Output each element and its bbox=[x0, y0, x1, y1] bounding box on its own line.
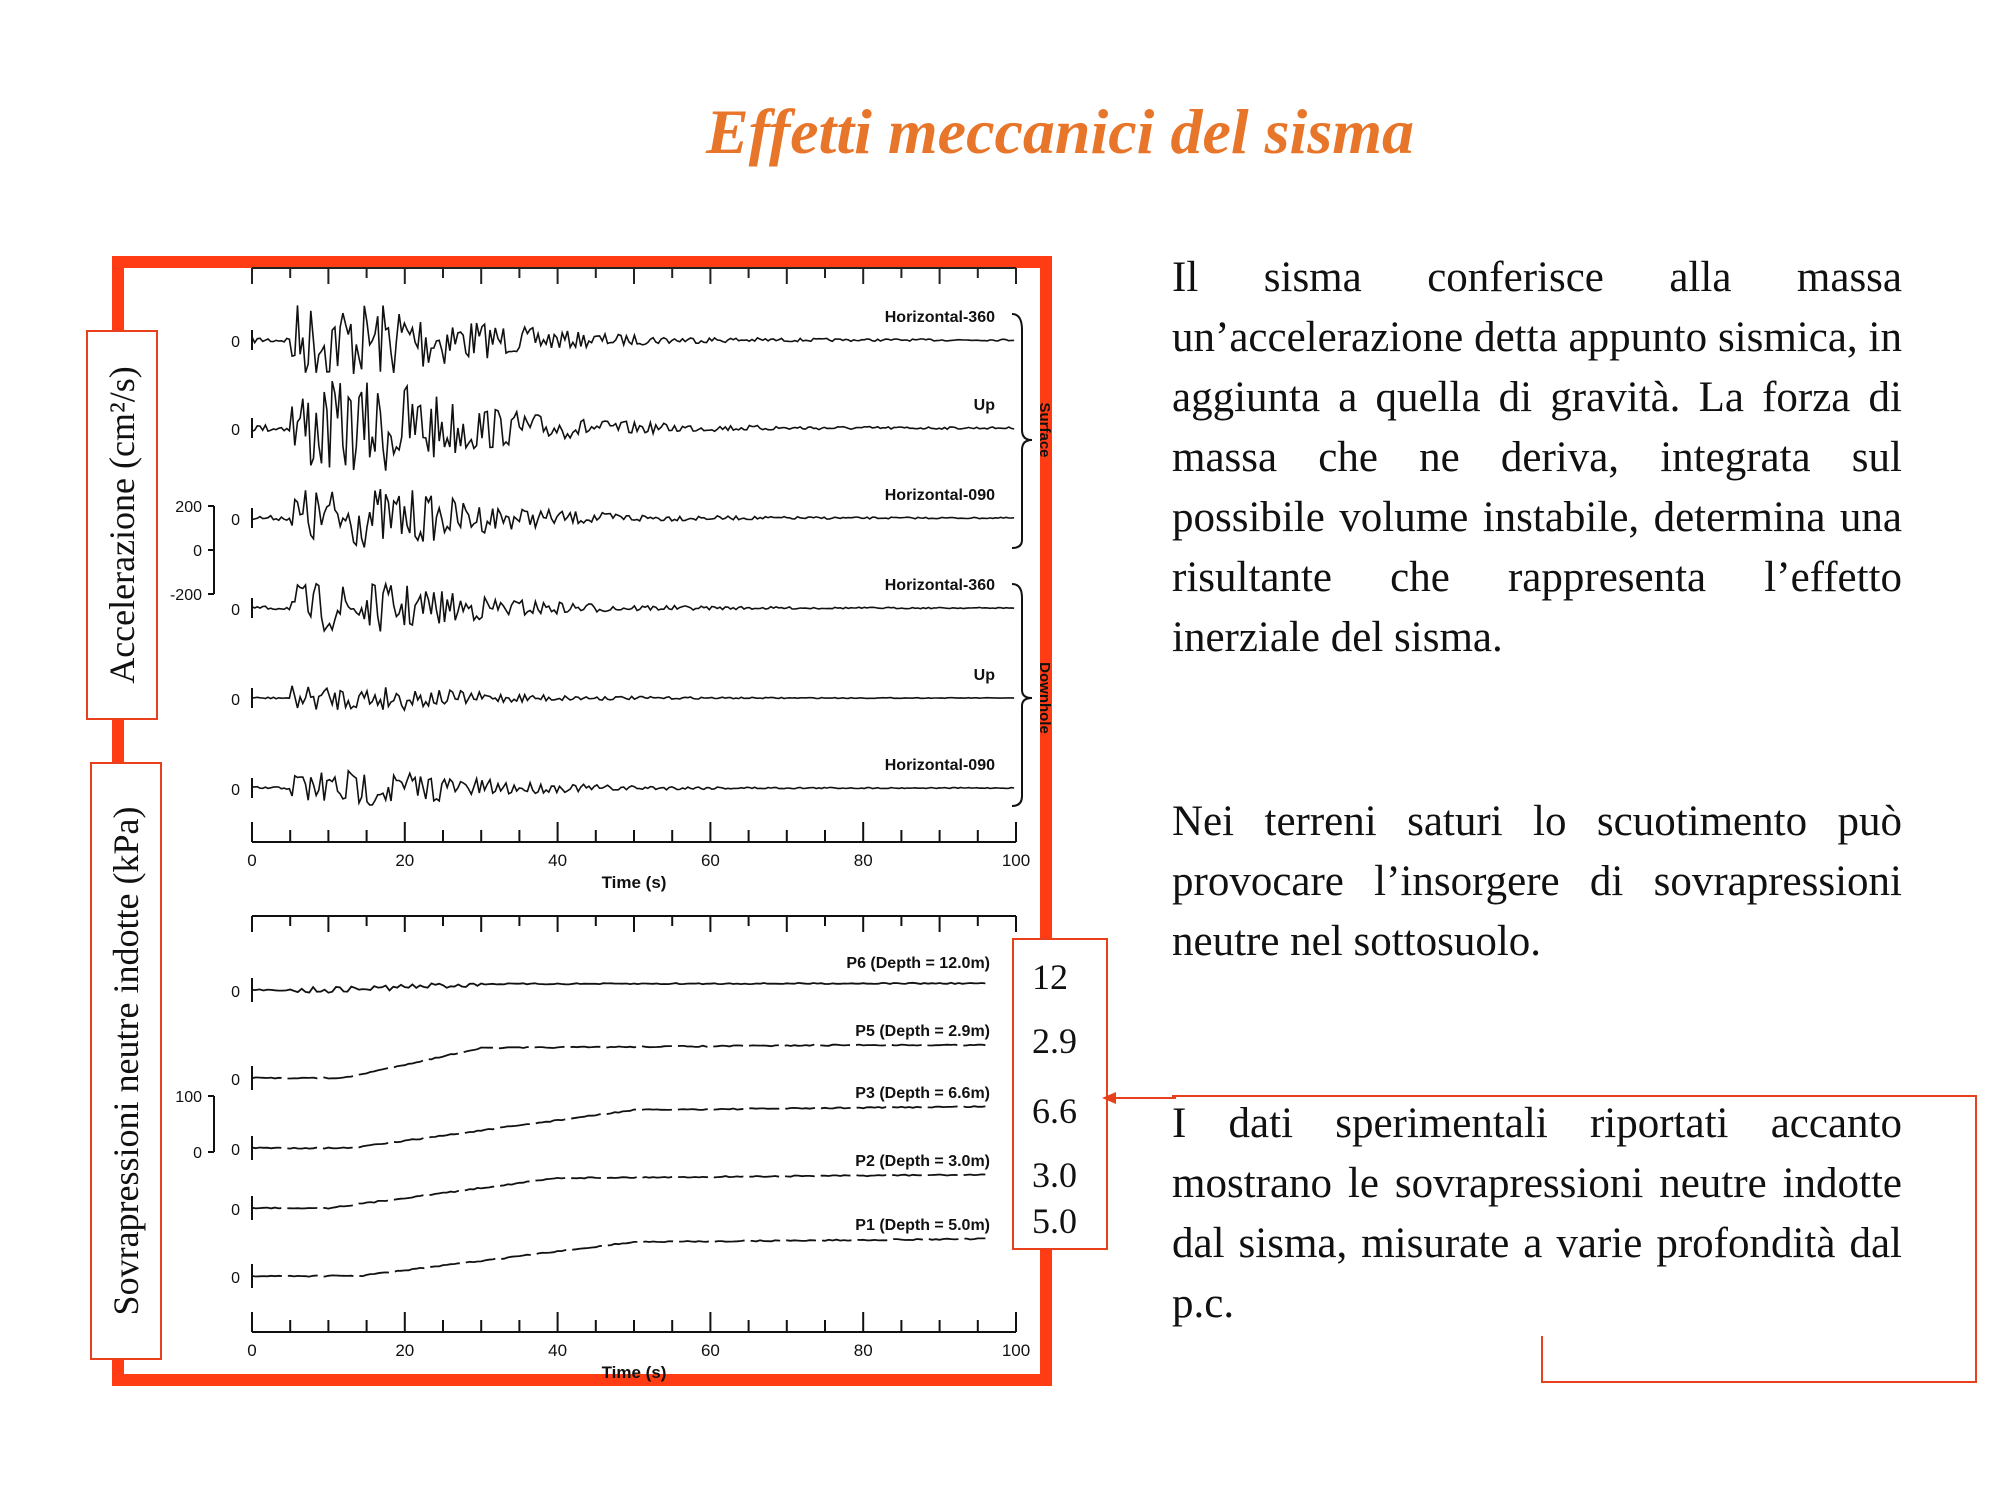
group-label: Surface bbox=[1036, 402, 1053, 458]
series-zero-label: 0 bbox=[231, 512, 240, 529]
depth-value: 2.9 bbox=[1032, 1021, 1077, 1061]
paragraph-seismic-acceleration: Il sisma conferisce alla massa un’accelerazione detta appunto sismica, in aggiunta a quella di gravità. La forza di massa che ne deriva, integrata sul possibile volume instabile, determina una risultante che rappresenta l’effetto inerziale del sisma. bbox=[1172, 254, 1902, 661]
pore-pressure-axis-label: Sovrapressioni neutre indotte (kPa) bbox=[106, 806, 146, 1316]
series-name-label: Up bbox=[973, 667, 995, 684]
x-tick-label: 0 bbox=[247, 851, 257, 870]
group-label: Downhole bbox=[1036, 662, 1053, 734]
acc-scale-label: 200 bbox=[175, 499, 202, 516]
paragraph-experimental-data: I dati sperimentali riportati accanto mostrano le sovrapressioni neutre indotte dal sisma, misurate a varie profondità dal p.c. bbox=[1172, 1100, 1902, 1327]
accelerogram-trace bbox=[252, 771, 1014, 805]
pore-pressure-trace bbox=[252, 1174, 985, 1208]
x-tick-label: 60 bbox=[700, 1341, 720, 1360]
slide-title: Effetti meccanici del sisma bbox=[705, 96, 1415, 167]
x-tick-label: 100 bbox=[1001, 1341, 1031, 1360]
acc-scale-label: -200 bbox=[169, 587, 202, 604]
callout-pointer-arrow bbox=[1100, 1088, 1190, 1108]
depth-value: 6.6 bbox=[1032, 1091, 1077, 1131]
x-tick-label: 40 bbox=[548, 851, 568, 870]
series-zero-label: 0 bbox=[231, 1072, 240, 1089]
acceleration-axis-label-box bbox=[86, 330, 158, 720]
depth-list-box bbox=[1012, 938, 1108, 1250]
accelerogram-trace bbox=[252, 686, 1014, 710]
pore-pressure-axis-label-box bbox=[90, 762, 162, 1360]
depth-value: 12 bbox=[1032, 957, 1068, 997]
depth-value: 3.0 bbox=[1032, 1155, 1077, 1195]
pore-pressure-trace bbox=[252, 1106, 985, 1148]
x-tick-label: 80 bbox=[853, 851, 873, 870]
pore-pressure-trace bbox=[252, 1045, 985, 1079]
series-name-label: Horizontal-360 bbox=[884, 577, 995, 594]
x-axis-label: Time (s) bbox=[601, 1363, 667, 1382]
series-zero-label: 0 bbox=[231, 782, 240, 799]
series-name-label: Up bbox=[973, 397, 995, 414]
pore-pressure-trace bbox=[252, 1238, 985, 1276]
series-name-label: Horizontal-090 bbox=[884, 487, 995, 504]
group-bracket bbox=[1012, 584, 1032, 806]
x-tick-label: 0 bbox=[247, 1341, 257, 1360]
series-name-label: P6 (Depth = 12.0m) bbox=[846, 955, 990, 972]
series-zero-label: 0 bbox=[231, 692, 240, 709]
series-zero-label: 0 bbox=[231, 334, 240, 351]
series-zero-label: 0 bbox=[231, 1270, 240, 1287]
x-axis-label: Time (s) bbox=[601, 873, 667, 892]
acceleration-axis-label: Accelerazione (cm²/s) bbox=[102, 366, 142, 684]
accelerogram-trace bbox=[252, 381, 1014, 471]
pore-pressure-trace bbox=[252, 983, 985, 993]
series-name-label: Horizontal-360 bbox=[884, 309, 995, 326]
group-bracket bbox=[1012, 314, 1032, 548]
series-zero-label: 0 bbox=[231, 422, 240, 439]
series-zero-label: 0 bbox=[231, 1202, 240, 1219]
x-tick-label: 80 bbox=[853, 1341, 873, 1360]
pwp-scale-label: 0 bbox=[193, 1145, 202, 1162]
x-tick-label: 100 bbox=[1001, 851, 1031, 870]
series-name-label: P1 (Depth = 5.0m) bbox=[855, 1217, 990, 1234]
series-zero-label: 0 bbox=[231, 984, 240, 1001]
acc-scale-label: 0 bbox=[193, 543, 202, 560]
x-tick-label: 20 bbox=[395, 1341, 415, 1360]
series-name-label: P2 (Depth = 3.0m) bbox=[855, 1153, 990, 1170]
x-tick-label: 20 bbox=[395, 851, 415, 870]
depth-value: 5.0 bbox=[1032, 1201, 1077, 1241]
paragraph-saturated-soils: Nei terreni saturi lo scuotimento può provocare l’insorgere di sovrapressioni neutre nel sottosuolo. bbox=[1172, 798, 1902, 965]
series-name-label: P5 (Depth = 2.9m) bbox=[855, 1023, 990, 1040]
x-tick-label: 40 bbox=[548, 1341, 568, 1360]
series-zero-label: 0 bbox=[231, 1142, 240, 1159]
series-name-label: P3 (Depth = 6.6m) bbox=[855, 1085, 990, 1102]
pwp-scale-label: 100 bbox=[175, 1089, 202, 1106]
x-tick-label: 60 bbox=[700, 851, 720, 870]
series-zero-label: 0 bbox=[231, 602, 240, 619]
series-name-label: Horizontal-090 bbox=[884, 757, 995, 774]
